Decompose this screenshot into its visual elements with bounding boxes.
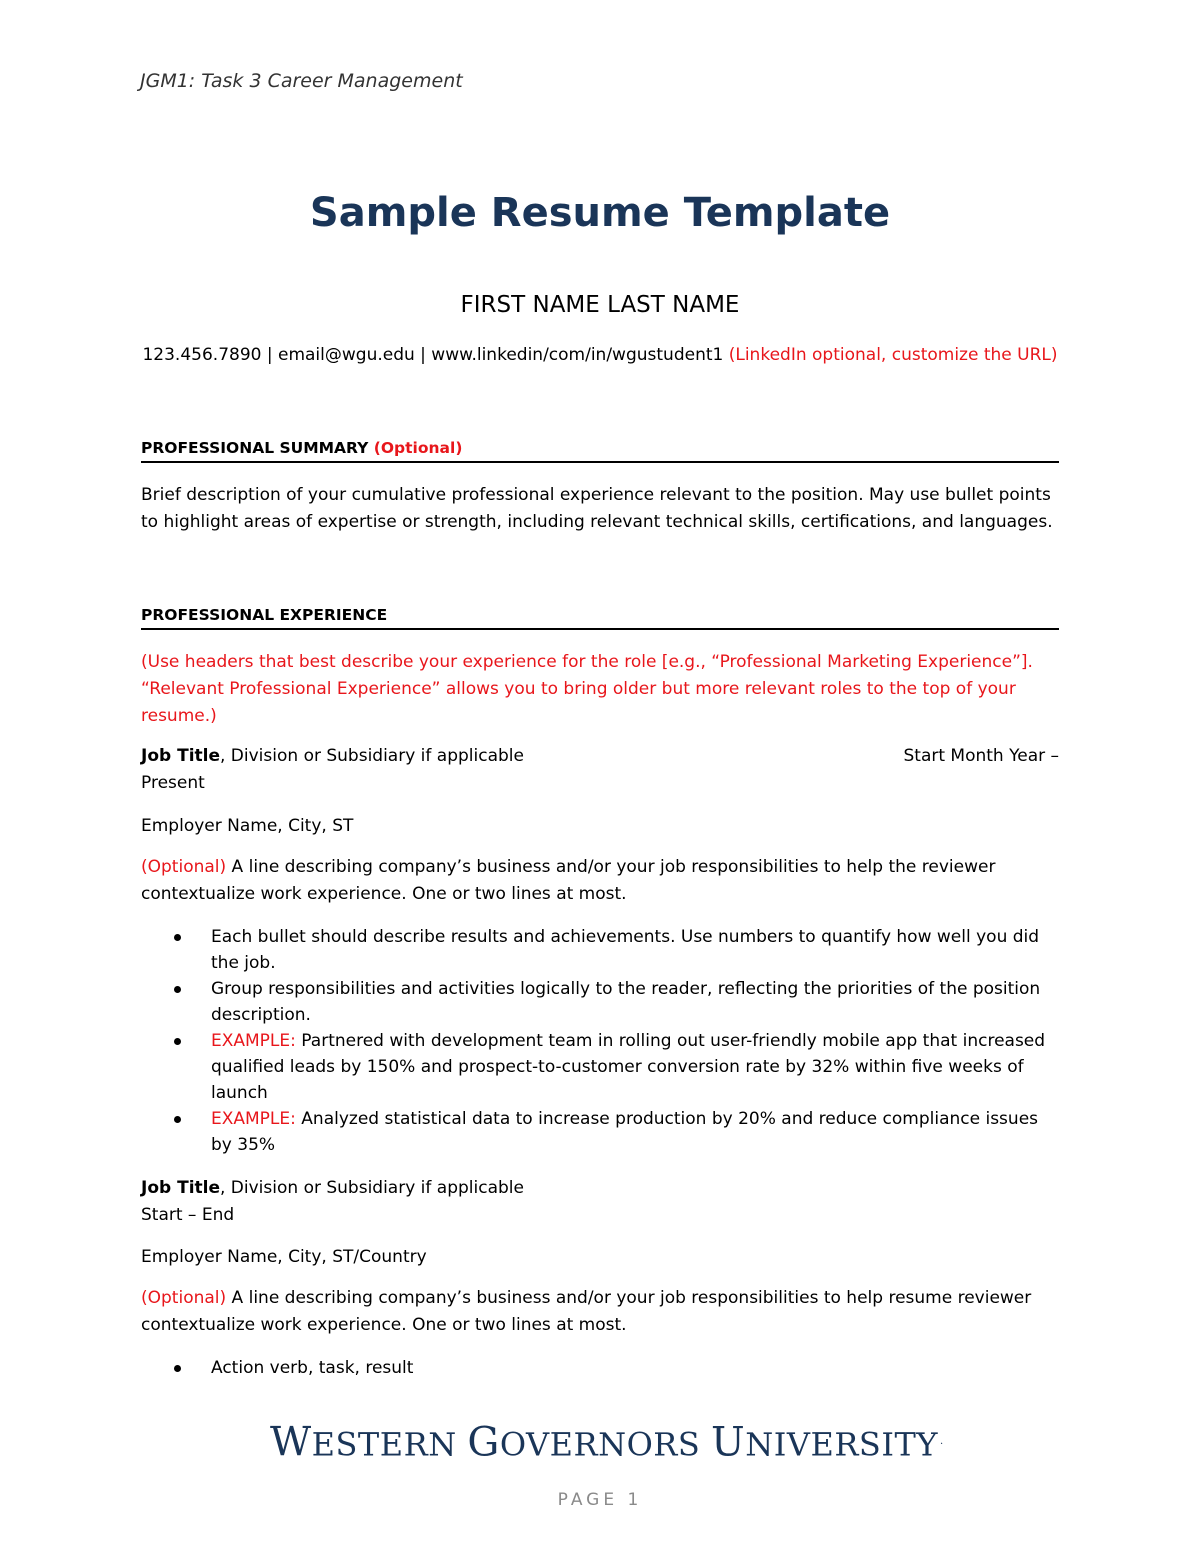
contact-info	[140, 342, 1060, 369]
summary-text: Brief description of your cumulative professional experience relevant to the position. May use bullet points to highlight areas of expertise or strength, including relevant technical skills, certifications, and languages.	[141, 485, 1053, 532]
experience-heading	[141, 606, 1059, 630]
bullet-icon	[174, 1116, 181, 1123]
bullet-icon	[174, 934, 181, 941]
bullet-text: Group responsibilities and activities logically to the reader, reflecting the priorities of the position description.	[211, 979, 1041, 1025]
job-1-title: Job Title	[141, 746, 220, 766]
experience-note: (Use headers that best describe your experience for the role [e.g., “Professional Marketing Experience”]. “Relevant Professional Experience” allows you to bring older but more relevant roles to the top of your resume.)	[141, 652, 1033, 726]
job-1-description-optional: (Optional)	[141, 857, 227, 877]
job-2-description-text: A line describing company’s business and/or your job responsibilities to help resume reviewer contextualize work experience. One or two lines at most.	[141, 1288, 1032, 1335]
bullet-prefix: EXAMPLE:	[211, 1031, 296, 1051]
experience-heading-label: PROFESSIONAL EXPERIENCE	[141, 606, 388, 624]
job-1-description	[141, 854, 1061, 908]
job-1-bullets	[141, 924, 1061, 1158]
summary-heading-note: (Optional)	[373, 439, 463, 457]
list-item	[141, 924, 1061, 976]
list-item	[141, 1355, 1061, 1381]
job-2-title-line	[141, 1175, 1059, 1202]
job-1-description-text: A line describing company’s business and/or your job responsibilities to help the reviewer contextualize work experience. One or two lines at most.	[141, 857, 996, 904]
wgu-logo	[258, 1412, 944, 1474]
list-item	[141, 976, 1061, 1028]
bullet-prefix: EXAMPLE:	[211, 1109, 296, 1129]
job-1-division: , Division or Subsidiary if applicable	[220, 746, 524, 766]
document-header: JGM1: Task 3 Career Management	[140, 70, 463, 92]
contact-line: 123.456.7890 | email@wgu.edu | www.linkedin/com/in/wgustudent1	[142, 345, 724, 365]
job-1-date: Start Month Year –	[903, 746, 1059, 766]
summary-heading-label: PROFESSIONAL SUMMARY	[141, 439, 369, 457]
job-2-description-optional: (Optional)	[141, 1288, 227, 1308]
job-2-bullets	[141, 1355, 1061, 1381]
bullet-text: Analyzed statistical data to increase production by 20% and reduce compliance issues by 35%	[211, 1109, 1039, 1155]
job-2-title: Job Title	[141, 1178, 220, 1198]
document-title: Sample Resume Template	[309, 190, 891, 236]
job-1-date-continued: Present	[141, 773, 205, 793]
summary-heading	[141, 439, 1059, 463]
list-item	[141, 1106, 1061, 1158]
job-1-employer: Employer Name, City, ST	[141, 816, 354, 836]
bullet-text: Partnered with development team in rolling out user-friendly mobile app that increased qualified leads by 150% and prospect-to-customer conversion rate by 32% within five weeks of launch	[211, 1031, 1046, 1103]
job-2-employer: Employer Name, City, ST/Country	[141, 1247, 427, 1267]
page-number: PAGE 1	[557, 1490, 643, 1510]
applicant-name: FIRST NAME LAST NAME	[460, 292, 740, 318]
list-item	[141, 1028, 1061, 1106]
job-2-division: , Division or Subsidiary if applicable	[220, 1178, 524, 1198]
bullet-icon	[174, 986, 181, 993]
job-2-date: Start – End	[141, 1205, 235, 1225]
contact-note: (LinkedIn optional, customize the URL)	[728, 345, 1058, 365]
bullet-text: Action verb, task, result	[211, 1358, 414, 1378]
job-1-title-line	[141, 743, 1059, 770]
wgu-logo-text: WESTERN GOVERNORS UNIVERSITY .	[270, 1419, 944, 1466]
bullet-text: Each bullet should describe results and achievements. Use numbers to quantify how well you did the job.	[211, 927, 1040, 973]
bullet-icon	[174, 1365, 181, 1372]
bullet-icon	[174, 1038, 181, 1045]
job-2-description	[141, 1285, 1061, 1339]
